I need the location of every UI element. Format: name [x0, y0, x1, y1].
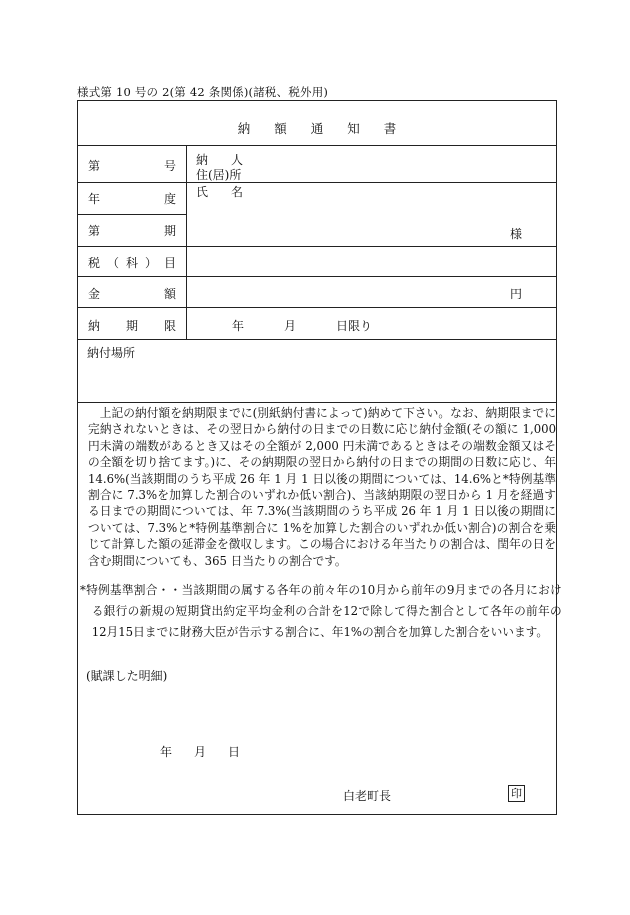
issuer-name: 白老町長 [343, 789, 392, 803]
tax-notice-form [77, 100, 562, 815]
fiscal-year-label: 年 度 [88, 192, 176, 206]
column-divider [186, 145, 187, 339]
divider [78, 246, 186, 247]
seal-box: 印 [508, 785, 525, 802]
divider [78, 276, 556, 277]
form-title: 納 額 通 知 書 [237, 121, 397, 136]
tax-item-label: 税 （ 科 ） 目 [88, 256, 176, 270]
payment-place-label: 納付場所 [87, 346, 136, 360]
divider [78, 214, 186, 215]
assessment-details-label: (賦課した明細) [86, 669, 168, 683]
footnote-text: *特例基準割合・・当該期間の属する各年の前々年の10月から前年の9月までの各月における銀行の新規の短期貸出約定平均金利の合計を12で除して得た割合として各年の前年の12月15日までに財務大臣が告示する割合に、年1%の割合を加算した割合をいいます。 [80, 583, 562, 639]
amount-label: 金 額 [88, 287, 176, 301]
form-caption: 様式第 10 号の 2(第 42 条関係)(諸税、税外用) [77, 85, 329, 99]
name-label: 氏 名 [196, 185, 243, 199]
yen-unit: 円 [510, 287, 523, 301]
divider [78, 339, 556, 340]
divider [78, 307, 556, 308]
honorific: 様 [510, 227, 523, 241]
address-label: 住(居)所 [196, 168, 242, 182]
deadline-value: 年 月 日限り [232, 319, 372, 333]
divider [78, 145, 556, 146]
number-label: 第 号 [88, 159, 176, 173]
payer-label: 納 人 [196, 153, 243, 167]
divider [186, 246, 557, 247]
divider [78, 402, 556, 403]
divider [78, 182, 556, 183]
period-label: 第 期 [88, 224, 176, 238]
notice-text: 上記の納付額を納期限までに(別紙納付書によって)納めて下さい。なお、納期限までに完納されないときは、その翌日から納付の日までの日数に応じ納付金額(その額に 1,000 円未満の端数があるとき又はその全額が 2,000 円未満であるときはその端数金額又はその全額を切り捨てます。)に、その納期限の翌日から納付の日までの期間の日数に応じ、年 14.6%(当該期間のうち平成 26 年 1 月 1 日以後の期間については、14.6%と*特例基準割合に 7.3%を加算した割合のいずれか低い割合)、当該納期限の翌日から 1 月を経過する日までの期間については、年 7.3%(当該期間のうち平成 26 年 1 月 1 日以後の期間については、7.3%と*特例基準割合に 1%を加算した割合のいずれか低い割合)の割合を乗じて計算した額の延滞金を徴収します。この場合における年当たりの割合は、閏年の日を含む期間についても、365 日当たりの割合です。 [88, 406, 556, 568]
deadline-label: 納 期 限 [88, 319, 176, 333]
issue-date: 年 月 日 [160, 745, 240, 759]
